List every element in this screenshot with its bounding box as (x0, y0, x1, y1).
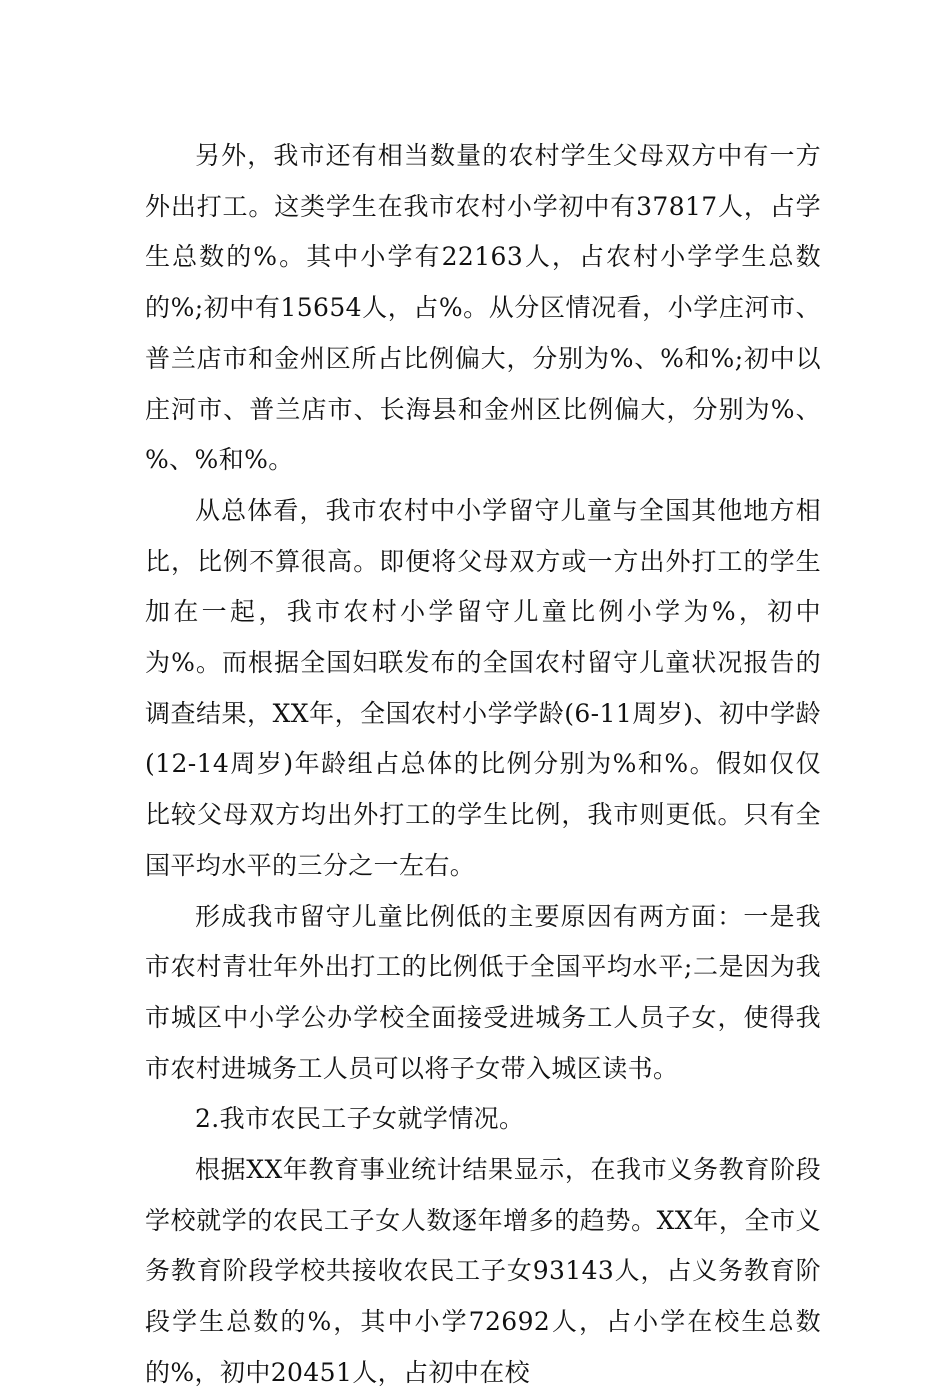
paragraph-enrollment-statistics: 根据XX年教育事业统计结果显示，在我市义务教育阶段学校就学的农民工子女人数逐年增多的趋势。XX年，全市义务教育阶段学校共接收农民工子女93143人，占义务教育阶段学生总数的%，其中小学72692人，占小学在校生总数的%，初中20451人，占初中在校 (145, 1155, 821, 1387)
paragraph-overall-comparison: 从总体看，我市农村中小学留守儿童与全国其他地方相比，比例不算很高。即便将父母双方或一方出外打工的学生加在一起，我市农村小学留守儿童比例小学为%，初中为%。而根据全国妇联发布的全国农村留守儿童状况报告的调查结果，XX年，全国农村小学学龄(6-11周岁)、初中学龄(12-14周岁)年龄组占总体的比例分别为%和%。假如仅仅比较父母双方均出外打工的学生比例，我市则更低。只有全国平均水平的三分之一左右。 (145, 495, 821, 880)
document-body (145, 131, 821, 1399)
paragraph-left-behind-one-parent: 另外，我市还有相当数量的农村学生父母双方中有一方外出打工。这类学生在我市农村小学初中有37817人，占学生总数的%。其中小学有22163人，占农村小学学生总数的%;初中有15654人，占%。从分区情况看，小学庄河市、普兰店市和金州区所占比例偏大，分别为%、%和%;初中以庄河市、普兰店市、长海县和金州区比例偏大，分别为%、%、%和%。 (145, 141, 821, 475)
section-heading-migrant-children: 2.我市农民工子女就学情况。 (195, 1104, 525, 1134)
paragraph-main-reasons: 形成我市留守儿童比例低的主要原因有两方面：一是我市农村青壮年外出打工的比例低于全国平均水平;二是因为我市城区中小学公办学校全面接受进城务工人员子女，使得我市农村进城务工人员可以将子女带入城区读书。 (145, 901, 821, 1083)
